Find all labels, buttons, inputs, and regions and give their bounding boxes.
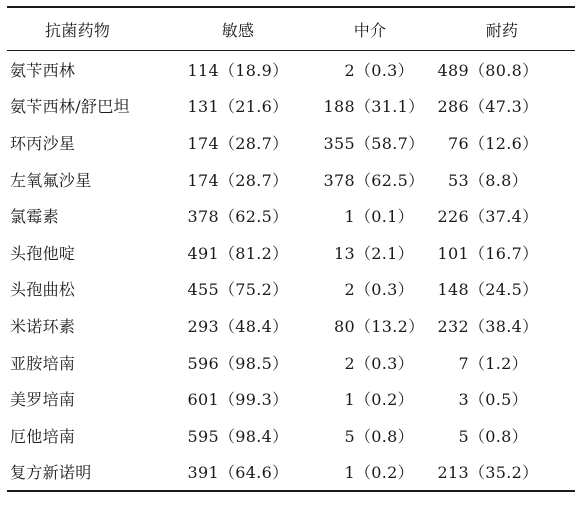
resistant-percent: （24.5） <box>469 280 539 300</box>
susceptible-count: 174 <box>187 133 219 153</box>
drug-name-cell: 头孢他啶 <box>10 243 76 263</box>
table-row <box>7 88 575 125</box>
header-row <box>7 8 575 50</box>
susceptible-cell <box>165 417 311 454</box>
susceptible-count: 601 <box>187 390 219 410</box>
drug-name-cell: 氨苄西林 <box>10 60 76 80</box>
resistant-count: 5 <box>458 426 469 446</box>
resistant-count: 489 <box>437 60 469 80</box>
resistant-cell <box>429 88 575 125</box>
drug-name-cell: 复方新诺明 <box>10 463 92 483</box>
table-row <box>7 161 575 198</box>
susceptible-cell <box>165 161 311 198</box>
susceptible-percent: （28.7） <box>219 170 289 190</box>
resistant-cell <box>429 380 575 417</box>
drug-name-cell: 米诺环素 <box>10 316 76 336</box>
intermediate-percent: （0.8） <box>355 426 414 446</box>
resistant-percent: （0.5） <box>469 390 528 410</box>
intermediate-cell <box>311 88 429 125</box>
table-row <box>7 197 575 234</box>
susceptible-cell <box>165 380 311 417</box>
intermediate-percent: （0.3） <box>355 60 414 80</box>
table-row <box>7 454 575 491</box>
drug-name-cell: 厄他培南 <box>10 426 76 446</box>
intermediate-cell <box>311 124 429 161</box>
susceptible-count: 378 <box>187 207 219 227</box>
susceptible-count: 114 <box>187 60 219 80</box>
resistant-count: 226 <box>437 207 469 227</box>
intermediate-percent: （2.1） <box>355 243 414 263</box>
resistance-table <box>7 6 575 492</box>
table-row <box>7 234 575 271</box>
resistant-cell <box>429 307 575 344</box>
table-row <box>7 51 575 88</box>
intermediate-cell <box>311 454 429 491</box>
resistant-count: 286 <box>437 97 469 117</box>
drug-name-cell: 美罗培南 <box>10 390 76 410</box>
intermediate-count: 5 <box>344 426 355 446</box>
susceptible-cell <box>165 344 311 381</box>
susceptible-percent: （98.4） <box>219 426 289 446</box>
resistant-count: 101 <box>437 243 469 263</box>
susceptible-percent: （98.5） <box>219 353 289 373</box>
resistant-percent: （35.2） <box>469 463 539 483</box>
resistant-cell <box>429 271 575 308</box>
header-intermediate: 中介 <box>353 20 387 40</box>
resistant-percent: （12.6） <box>469 133 539 153</box>
intermediate-percent: （0.1） <box>355 207 414 227</box>
table-row <box>7 271 575 308</box>
intermediate-cell <box>311 380 429 417</box>
table-row <box>7 417 575 454</box>
susceptible-percent: （81.2） <box>219 243 289 263</box>
intermediate-percent: （62.5） <box>355 170 425 190</box>
drug-name-cell: 氨苄西林/舒巴坦 <box>10 97 130 117</box>
intermediate-count: 80 <box>334 316 355 336</box>
intermediate-percent: （0.3） <box>355 353 414 373</box>
susceptible-cell <box>165 197 311 234</box>
susceptible-cell <box>165 271 311 308</box>
intermediate-percent: （0.3） <box>355 280 414 300</box>
resistant-cell <box>429 454 575 491</box>
intermediate-cell <box>311 417 429 454</box>
susceptible-cell <box>165 234 311 271</box>
susceptible-percent: （75.2） <box>219 280 289 300</box>
resistant-percent: （0.8） <box>469 426 528 446</box>
table-bottom-rule <box>7 490 575 492</box>
data-table <box>7 8 575 50</box>
resistant-count: 7 <box>458 353 469 373</box>
intermediate-cell <box>311 307 429 344</box>
table-row <box>7 380 575 417</box>
resistant-count: 3 <box>458 390 469 410</box>
susceptible-percent: （62.5） <box>219 207 289 227</box>
resistant-percent: （47.3） <box>469 97 539 117</box>
susceptible-cell <box>165 51 311 88</box>
resistant-percent: （16.7） <box>469 243 539 263</box>
intermediate-count: 2 <box>344 60 355 80</box>
drug-name-cell: 氯霉素 <box>10 207 59 227</box>
table-row <box>7 344 575 381</box>
susceptible-count: 391 <box>187 463 219 483</box>
intermediate-cell <box>311 197 429 234</box>
susceptible-percent: （18.9） <box>219 60 289 80</box>
intermediate-count: 1 <box>344 207 355 227</box>
resistant-percent: （8.8） <box>469 170 528 190</box>
intermediate-percent: （0.2） <box>355 463 414 483</box>
resistant-cell <box>429 234 575 271</box>
resistant-cell <box>429 161 575 198</box>
resistant-cell <box>429 417 575 454</box>
resistant-cell <box>429 124 575 161</box>
drug-name-cell: 亚胺培南 <box>10 353 76 373</box>
intermediate-cell <box>311 344 429 381</box>
intermediate-cell <box>311 161 429 198</box>
header-susceptible: 敏感 <box>221 20 255 40</box>
susceptible-percent: （28.7） <box>219 133 289 153</box>
intermediate-count: 2 <box>344 280 355 300</box>
susceptible-cell <box>165 88 311 125</box>
resistant-percent: （80.8） <box>469 60 539 80</box>
intermediate-percent: （0.2） <box>355 390 414 410</box>
intermediate-percent: （31.1） <box>355 97 425 117</box>
intermediate-percent: （13.2） <box>355 316 425 336</box>
susceptible-count: 293 <box>187 316 219 336</box>
susceptible-count: 174 <box>187 170 219 190</box>
intermediate-count: 355 <box>323 133 355 153</box>
drug-name-cell: 左氧氟沙星 <box>10 170 92 190</box>
header-drug: 抗菌药物 <box>45 20 111 40</box>
susceptible-cell <box>165 124 311 161</box>
intermediate-cell <box>311 271 429 308</box>
intermediate-cell <box>311 51 429 88</box>
susceptible-count: 595 <box>187 426 219 446</box>
resistant-count: 76 <box>448 133 469 153</box>
susceptible-percent: （64.6） <box>219 463 289 483</box>
resistant-count: 148 <box>437 280 469 300</box>
resistant-cell <box>429 197 575 234</box>
susceptible-count: 596 <box>187 353 219 373</box>
resistant-cell <box>429 344 575 381</box>
intermediate-cell <box>311 234 429 271</box>
susceptible-percent: （48.4） <box>219 316 289 336</box>
resistant-count: 232 <box>437 316 469 336</box>
intermediate-count: 1 <box>344 463 355 483</box>
susceptible-cell <box>165 307 311 344</box>
susceptible-cell <box>165 454 311 491</box>
intermediate-count: 2 <box>344 353 355 373</box>
data-table-body <box>7 51 575 490</box>
drug-name-cell: 环丙沙星 <box>10 133 76 153</box>
table-row <box>7 307 575 344</box>
intermediate-percent: （58.7） <box>355 133 425 153</box>
intermediate-count: 13 <box>334 243 355 263</box>
resistant-percent: （38.4） <box>469 316 539 336</box>
resistant-cell <box>429 51 575 88</box>
header-resistant: 耐药 <box>485 20 519 40</box>
resistant-percent: （1.2） <box>469 353 528 373</box>
susceptible-percent: （99.3） <box>219 390 289 410</box>
intermediate-count: 188 <box>323 97 355 117</box>
table-row <box>7 124 575 161</box>
resistant-percent: （37.4） <box>469 207 539 227</box>
susceptible-count: 491 <box>187 243 219 263</box>
susceptible-count: 455 <box>187 280 219 300</box>
susceptible-count: 131 <box>187 97 219 117</box>
resistant-count: 53 <box>448 170 469 190</box>
intermediate-count: 1 <box>344 390 355 410</box>
intermediate-count: 378 <box>323 170 355 190</box>
resistant-count: 213 <box>437 463 469 483</box>
susceptible-percent: （21.6） <box>219 97 289 117</box>
drug-name-cell: 头孢曲松 <box>10 280 76 300</box>
